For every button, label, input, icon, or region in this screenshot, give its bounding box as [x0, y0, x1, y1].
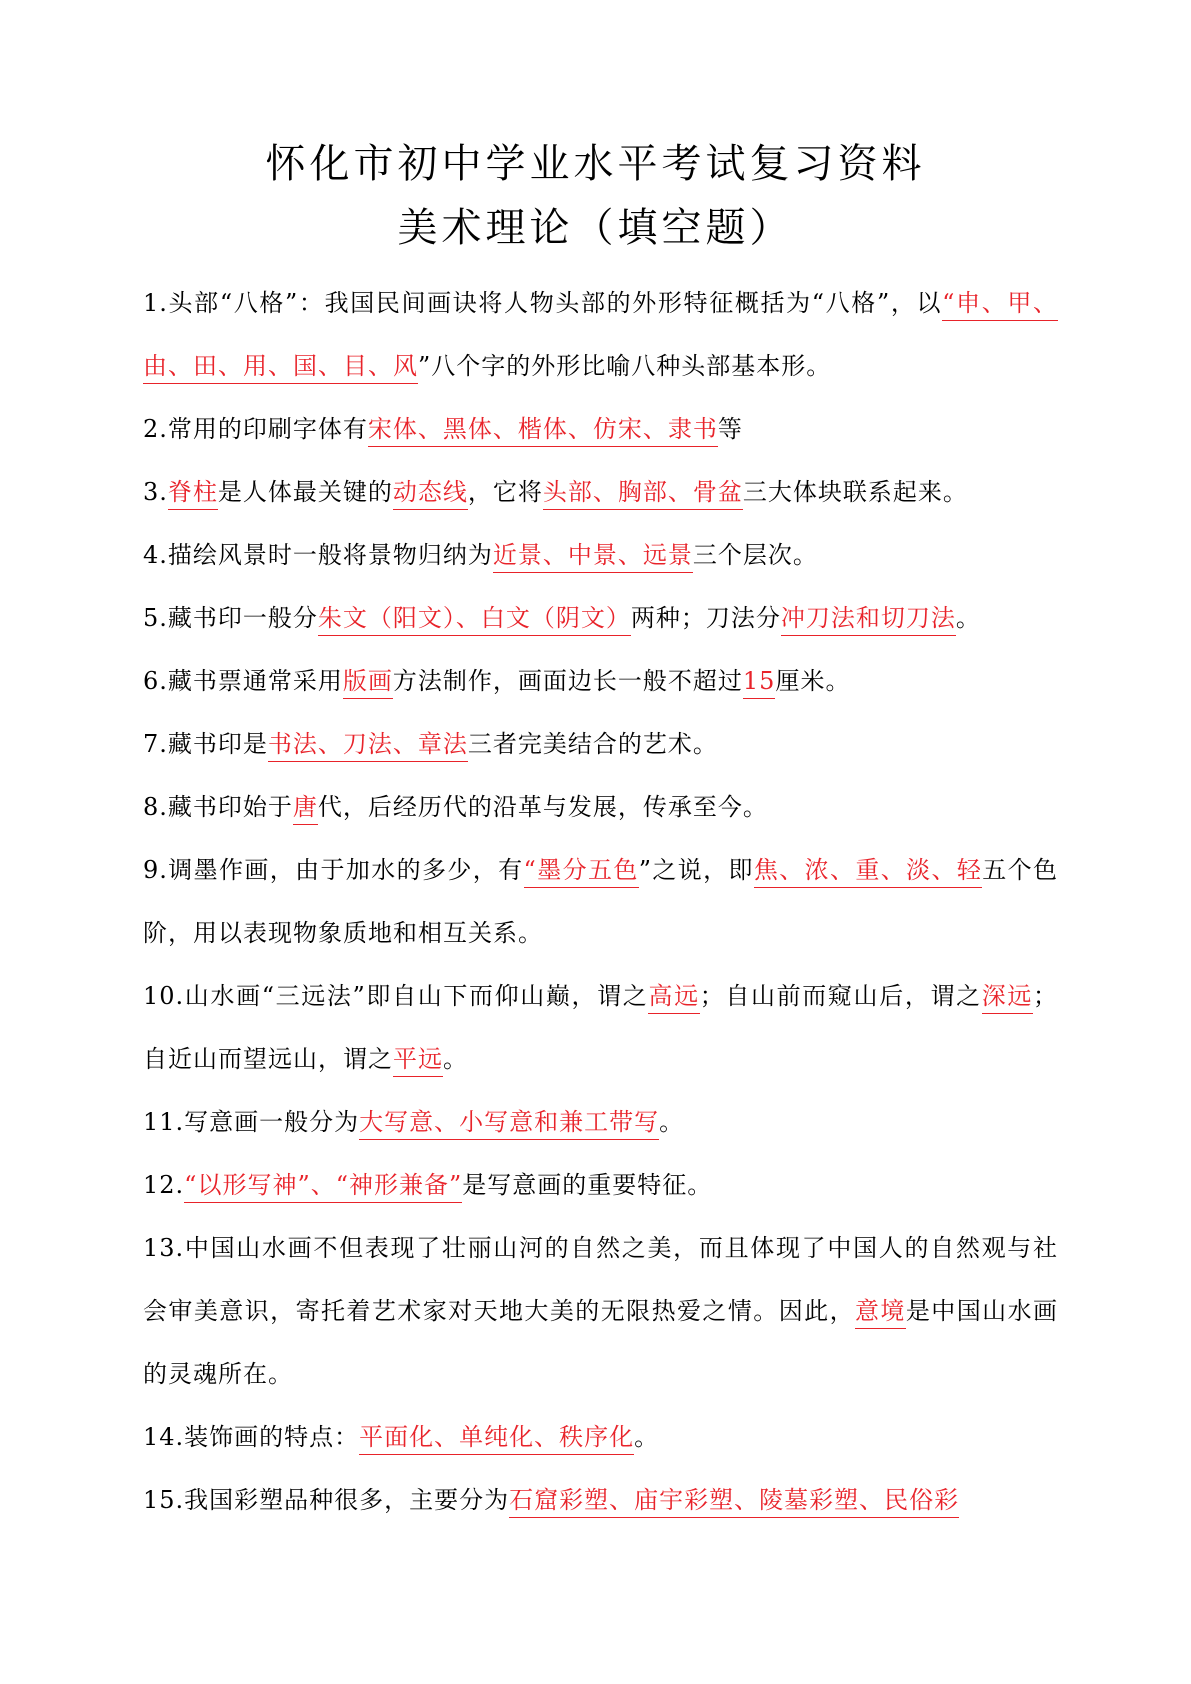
question-item [143, 776, 1058, 839]
question-text: 5.藏书印一般分 [143, 604, 318, 632]
question-text: ；自近山而望远山，谓之 [143, 982, 1059, 1073]
question-text: 两种；刀法分 [630, 604, 781, 632]
answer-blank: 平面化、单纯化、秩序化 [359, 1423, 634, 1455]
answer-blank: 唐 [293, 793, 318, 825]
answer-blank: 焦、浓、重、淡、轻 [754, 856, 982, 888]
question-text: 是人体最关键的 [217, 478, 393, 506]
question-item [143, 1406, 1058, 1469]
question-item [143, 839, 1058, 965]
question-text: 1.头部“八格”：我国民间画诀将人物头部的外形特征概括为“八格”，以 [143, 289, 943, 317]
question-text: 三个层次。 [692, 541, 818, 569]
question-text: 三者完美结合的艺术。 [467, 730, 718, 758]
question-item [143, 524, 1058, 587]
question-text: 等 [717, 415, 743, 443]
answer-blank: 大写意、小写意和兼工带写 [359, 1108, 659, 1140]
question-item [143, 965, 1058, 1091]
question-text: 是中国山水画的灵魂所在。 [143, 1297, 1059, 1388]
answer-blank: 平远 [393, 1045, 443, 1077]
question-text: 。 [955, 604, 981, 632]
question-item [143, 1217, 1058, 1406]
question-text: 五个色阶，用以表现物象质地和相互关系。 [143, 856, 1059, 947]
question-item [143, 713, 1058, 776]
answer-blank: “申、甲、由、田、用、国、目、风 [143, 289, 1058, 384]
answer-blank: 近景、中景、远景 [493, 541, 693, 573]
document-subtitle: 美术理论（填空题） [397, 205, 794, 251]
question-text: 三大体块联系起来。 [742, 478, 968, 506]
question-text: 12. [143, 1171, 185, 1199]
question-text: 。 [634, 1423, 660, 1451]
question-text: 15.我国彩塑品种很多，主要分为 [143, 1486, 510, 1514]
answer-blank: 头部、胸部、骨盆 [543, 478, 743, 510]
question-item [143, 1469, 1058, 1532]
question-text: 4.描绘风景时一般将景物归纳为 [143, 541, 493, 569]
question-text: ”八个字的外形比喻八种头部基本形。 [418, 352, 832, 380]
answer-blank: 朱文（阳文）、白文（阴文） [318, 604, 631, 636]
answer-blank: 书法、刀法、章法 [268, 730, 468, 762]
answer-blank: 高远 [648, 982, 699, 1014]
question-item [143, 272, 1058, 398]
answer-blank: 脊柱 [168, 478, 218, 510]
question-text: 厘米。 [775, 667, 851, 695]
question-item [143, 587, 1058, 650]
question-text: 8.藏书印始于 [143, 793, 293, 821]
question-text: 7.藏书印是 [143, 730, 268, 758]
question-text: 2.常用的印刷字体有 [143, 415, 368, 443]
question-text: 11.写意画一般分为 [143, 1108, 360, 1136]
answer-blank: 冲刀法和切刀法 [781, 604, 956, 636]
question-text: ”之说，即 [638, 856, 754, 884]
answer-blank: 15 [743, 667, 776, 699]
answer-blank: 意境 [855, 1297, 906, 1329]
question-text: 代，后经历代的沿革与发展，传承至今。 [317, 793, 768, 821]
question-item [143, 398, 1058, 461]
question-text: 3. [143, 478, 168, 506]
question-text: 。 [443, 1045, 468, 1073]
question-item [143, 1154, 1058, 1217]
answer-blank: 石窟彩塑、庙宇彩塑、陵墓彩塑、民俗彩 [509, 1486, 959, 1518]
question-text: 9.调墨作画，由于加水的多少，有 [143, 856, 524, 884]
answer-blank: 动态线 [393, 478, 468, 510]
question-text: 14.装饰画的特点： [143, 1423, 360, 1451]
question-text: 。 [659, 1108, 685, 1136]
question-text: ，它将 [467, 478, 543, 506]
answer-blank: 宋体、黑体、楷体、仿宋、隶书 [368, 415, 718, 447]
question-item [143, 650, 1058, 713]
question-text: 是写意画的重要特征。 [462, 1171, 713, 1199]
question-text: 方法制作，画面边长一般不超过 [392, 667, 743, 695]
question-item [143, 1091, 1058, 1154]
question-text: 10.山水画“三远法”即自山下而仰山巅，谓之 [143, 982, 649, 1010]
answer-blank: 版画 [343, 667, 393, 699]
answer-blank: “以形写神”、“神形兼备” [184, 1171, 462, 1203]
document-title: 怀化市初中学业水平考试复习资料 [265, 141, 926, 187]
question-text: 6.藏书票通常采用 [143, 667, 343, 695]
answer-blank: 深远 [982, 982, 1033, 1014]
question-list [143, 272, 1058, 1532]
answer-blank: “墨分五色 [524, 856, 639, 888]
question-text: 13.中国山水画不但表现了壮丽山河的自然之美，而且体现了中国人的自然观与社会审美意识，寄托着艺术家对天地大美的无限热爱之情。因此， [143, 1234, 1058, 1325]
question-text: ；自山前而窥山后，谓之 [699, 982, 982, 1010]
question-item [143, 461, 1058, 524]
